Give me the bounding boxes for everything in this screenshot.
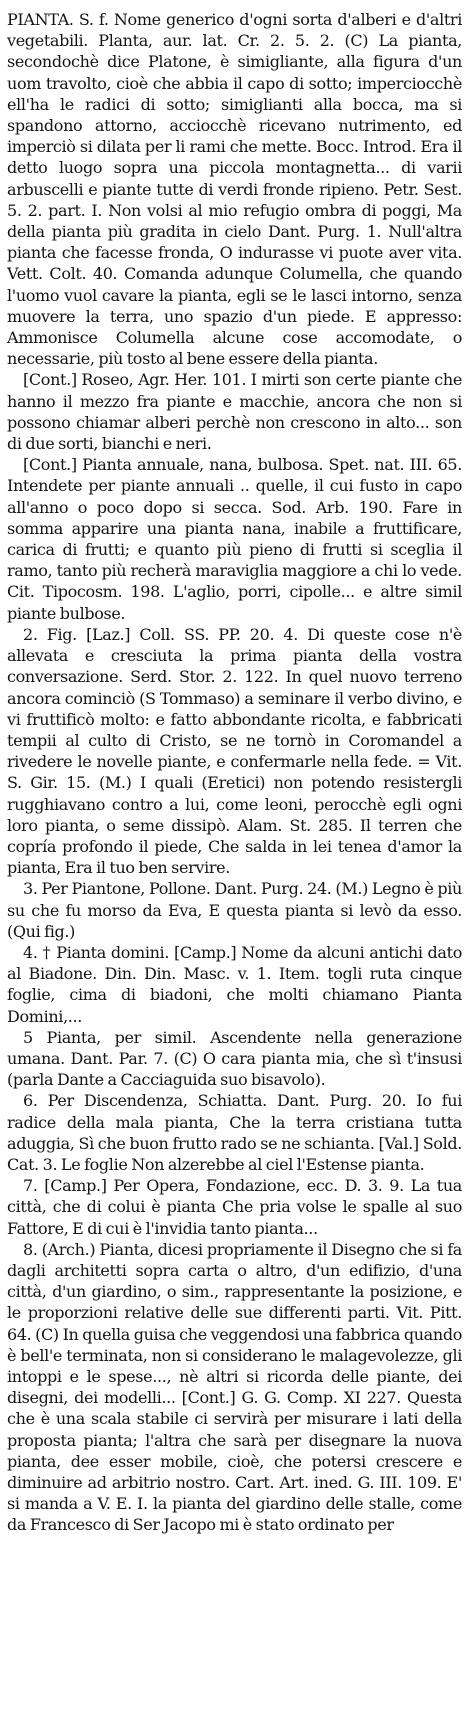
entry-paragraph: 4. † Pianta domini. [Camp.] Nome da alcuni antichi dato al Biadone. Din. Din. Masc. v. 1. Item. togli ruta cinque foglie, cima di biadoni, che molti chiamano Pianta Domini,... <box>7 942 462 1026</box>
entry-paragraph: 6. Per Discendenza, Schiatta. Dant. Purg. 20. Io fui radice della mala pianta, Che la terra cristiana tutta aduggia, Sì che buon frutto rado se ne schianta. [Val.] Sold. Cat. 3. Le foglie Non alzerebbe al ciel l'Estense pianta. <box>7 1091 462 1174</box>
entry-paragraph: [Cont.] Pianta annuale, nana, bulbosa. Spet. nat. III. 65. Intendete per piante annuali .. quelle, il cui fusto in capo all'anno o poco dopo si secca. Sod. Arb. 190. Fare in somma apparire una pianta nana, inabile a fruttificare, carica di frutti; e quanto più pieno di frutti si sceglia il ramo, tanto più recherà maraviglia maggiore a chi lo vede. Cit. Tipocosm. 198. L'aglio, porri, cipolle... e altre simil piante bulbose. <box>7 455 462 623</box>
entry-paragraph: 7. [Camp.] Per Opera, Fondazione, ecc. D. 3. 9. La tua città, che di colui è pianta Che pria volse le spalle al suo Fattore, E di cui è l'invidia tanto pianta... <box>7 1176 462 1238</box>
entry-paragraph: 8. (Arch.) Pianta, dicesi propriamente il Disegno che si fa dagli architetti sopra carta o altro, d'un edifizio, d'una città, d'un giardino, o sim., rappresentante la posizione, e le proporzioni relative delle sue differenti parti. Vit. Pitt. 64. (C) In quella guisa che veggendosi una fabbrica quando è bell'e terminata, non si considerano le malagevolezze, gli intoppi e le spese..., nè altri si ricorda delle piante, dei disegni, dei modelli... [Cont.] G. G. Comp. XI 227. Questa che è una scala stabile ci servirà per misurare i lati della proposta pianta; l'altra che sarà per disegnare la nuova pianta, dee esser mobile, cioè, che potersi crescere e diminuire ad arbitrio nostro. Cart. Art. ined. G. III. 109. E' si manda a V. E. I. la pianta del giardino delle stalle, come da Francesco di Ser Jacopo mi è stato ordinato per <box>7 1239 462 1535</box>
entry-paragraph: PIANTA. S. f. Nome generico d'ogni sorta d'alberi e d'altri vegetabili. Planta, aur. lat. Cr. 2. 5. 2. (C) La pianta, secondochè dice Platone, è simigliante, alla figura d'un uom travolto, cioè che abbia il capo di sotto; imperciocchè ell'ha le radici di sotto; simiglianti alla bocca, ma si spandono attorno, acciocchè ricevano nutrimento, ed imperciò si dilata per li rami che mette. Bocc. Introd. Era il detto luogo sopra una piccola montagnetta... di varii arbuscelli e piante tutte di verdi fronde ripieno. Petr. Sest. 5. 2. part. I. Non volsi al mio refugio ombra di poggi, Ma della pianta più gradita in cielo Dant. Purg. 1. Null'altra pianta che facesse fronda, O indurasse vi puote aver vita. Vett. Colt. 40. Comanda adunque Columella, che quando l'uomo vuol cavare la pianta, egli se le lasci intorno, senza muovere la terra, uno spazio d'un piede. E appresso: Ammonisce Columella alcune cose accomodate, o necessarie, più tosto al bene essere della pianta. <box>7 10 462 369</box>
entry-paragraph: [Cont.] Roseo, Agr. Her. 101. I mirti son certe piante che hanno il mezzo fra piante e macchie, ancora che non si possono chiamar alberi perchè non crescono in alto... son di due sorti, bianchi e neri. <box>7 370 462 454</box>
entry-paragraph: 5 Pianta, per simil. Ascendente nella generazione umana. Dant. Par. 7. (C) O cara pianta mia, che sì t'insusi (parla Dante a Cacciaguida suo bisavolo). <box>7 1027 462 1090</box>
entry-paragraph: 2. Fig. [Laz.] Coll. SS. PP. 20. 4. Di queste cose n'è allevata e cresciuta la prima pianta della vostra conversazione. Serd. Stor. 2. 122. In quel nuovo terreno ancora cominciò (S Tommaso) a seminare il verbo divino, e vi fruttificò molto: e fatto abbondante ricolta, e fabbricati tempii al culto di Cristo, se ne tornò in Coromandel a rivedere le novelle piante, e confermarle nella fede. = Vit. S. Gir. 15. (M.) I quali (Eretici) non potendo resistergli rugghiavano contro a lui, come leoni, perocchè egli ogni loro pianta, o seme dissipò. Alam. St. 285. Il terren che copría profondo il piede, Che salda in lei tenea d'amor la pianta, Era il tuo ben servire. <box>7 624 462 878</box>
entry-paragraph: 3. Per Piantone, Pollone. Dant. Purg. 24. (M.) Legno è più su che fu morso da Eva, E questa pianta si levò da esso. (Qui fig.) <box>7 879 462 941</box>
